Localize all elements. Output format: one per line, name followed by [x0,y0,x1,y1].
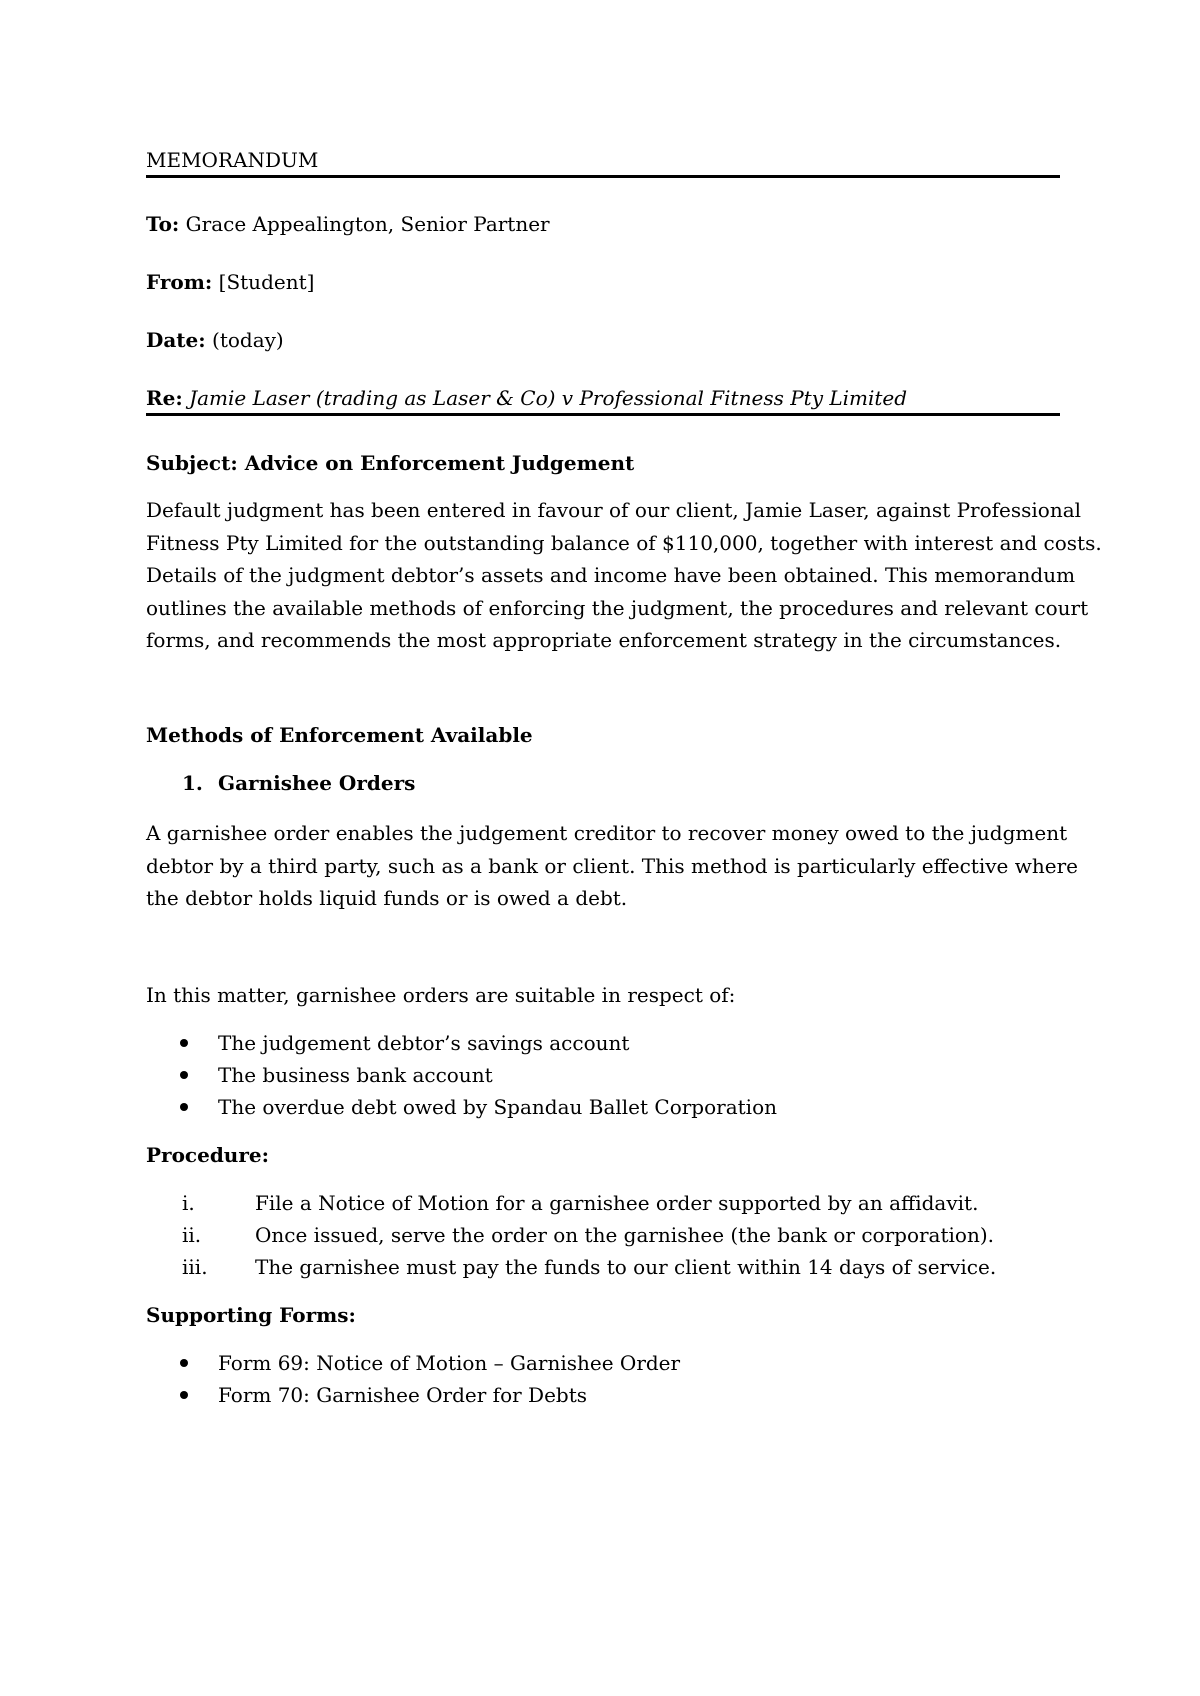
memo-title: MEMORANDUM [146,148,319,172]
from-line [146,270,314,294]
step-text: File a Notice of Motion for a garnishee order supported by an affidavit. [255,1191,979,1215]
list-item: The judgement debtor’s savings account [218,1031,630,1055]
date-line [146,328,284,352]
section-number: 1. [182,771,203,795]
subject-heading: Subject: Advice on Enforcement Judgement [146,451,635,475]
intro-line: forms, and recommends the most appropriate enforcement strategy in the circumstances. [146,628,1062,652]
section-title: Garnishee Orders [218,771,416,795]
step-number: i. [182,1191,195,1215]
form-item: Form 69: Notice of Motion – Garnishee Order [218,1351,681,1375]
list-item: The overdue debt owed by Spandau Ballet Corporation [218,1095,777,1119]
step-number: ii. [182,1223,202,1247]
re-line [146,386,907,410]
description-line: A garnishee order enables the judgement creditor to recover money owed to the judgment [146,821,1068,845]
suitability-intro: In this matter, garnishee orders are suitable in respect of: [146,983,736,1007]
from-label: From: [146,270,213,294]
step-text: Once issued, serve the order on the garnishee (the bank or corporation). [255,1223,994,1247]
intro-line: Details of the judgment debtor’s assets and income have been obtained. This memorandum [146,563,1076,587]
step-text: The garnishee must pay the funds to our client within 14 days of service. [255,1255,997,1279]
description-line: the debtor holds liquid funds or is owed a debt. [146,886,628,910]
to-label: To: [146,212,180,236]
to-line [146,212,550,236]
bullet-icon [180,1039,188,1047]
intro-paragraph [146,494,1102,657]
date-label: Date: [146,328,206,352]
header-rule-bottom [146,413,1060,416]
intro-line: Fitness Pty Limited for the outstanding balance of $110,000, together with interest and costs. [146,530,1102,555]
description-line: debtor by a third party, such as a bank or client. This method is particularly effective where [146,853,1078,878]
re-label: Re: [146,386,183,410]
bullet-icon [180,1391,188,1399]
list-item: The business bank account [218,1063,493,1087]
forms-heading: Supporting Forms: [146,1303,356,1327]
step-number: iii. [182,1255,208,1279]
intro-line: outlines the available methods of enforcing the judgment, the procedures and relevant court [146,595,1089,620]
form-item: Form 70: Garnishee Order for Debts [218,1383,588,1407]
from-value: [Student] [218,270,315,294]
bullet-icon [180,1359,188,1367]
to-value: Grace Appealington, Senior Partner [185,212,550,236]
re-value: Jamie Laser (trading as Laser & Co) v Professional Fitness Pty Limited [189,386,908,410]
garnishee-description [146,817,1078,915]
bullet-icon [180,1103,188,1111]
bullet-icon [180,1071,188,1079]
header-rule-top [146,175,1060,178]
methods-heading: Methods of Enforcement Available [146,723,533,747]
procedure-heading: Procedure: [146,1143,269,1167]
intro-line: Default judgment has been entered in favour of our client, Jamie Laser, against Professional [146,498,1082,522]
date-value: (today) [212,328,284,352]
